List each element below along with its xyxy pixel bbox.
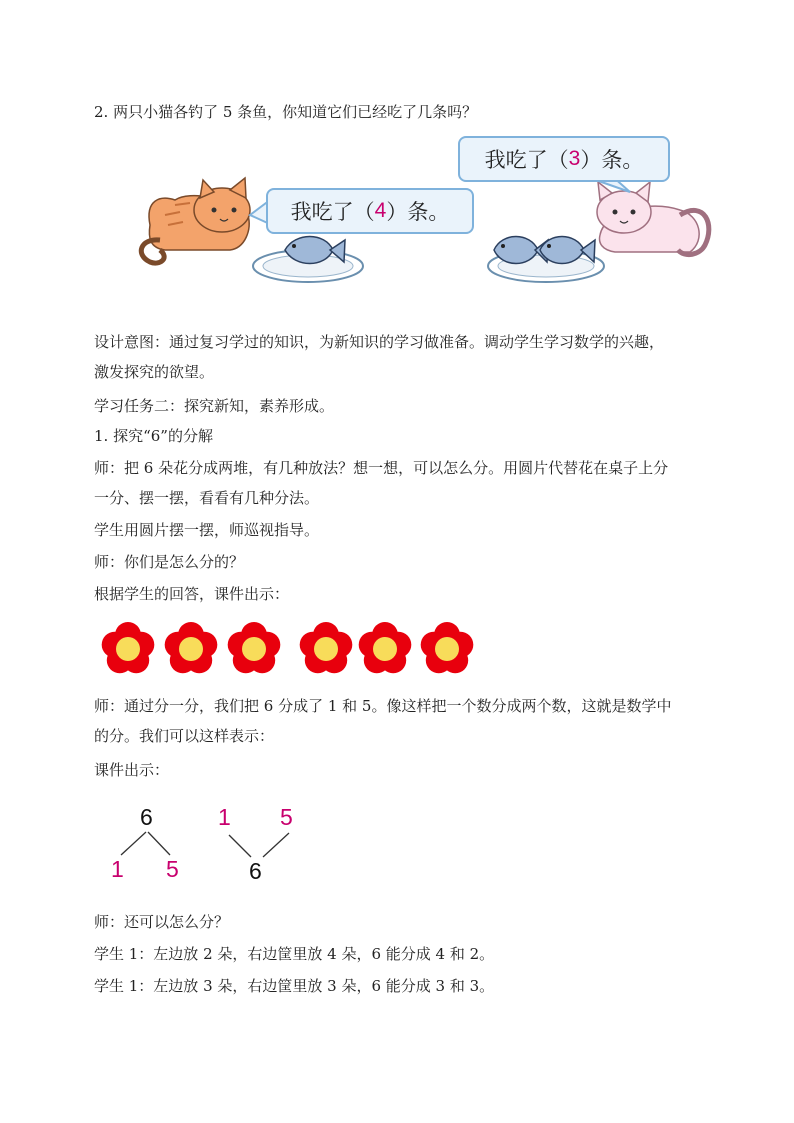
flower-icon [357,622,413,676]
learning-task-2: 学习任务二：探究新知，素养形成。 [94,397,335,415]
explore-title: 1. 探究“6”的分解 [94,427,213,445]
teacher-question: 师：你们是怎么分的？ [94,553,245,571]
speech-bubble-left [266,188,474,234]
speech-bubble-right [458,136,670,182]
bubble-right-pre: 我吃了（ [484,148,569,172]
courseware-show-1: 根据学生的回答，课件出示： [94,585,290,603]
flower-icon [226,622,282,676]
diagram-1-lines [110,815,210,885]
teacher-line-1a: 师：把 6 朵花分成两堆，有几种放法？想一想，可以怎么分。用圆片代替花在桌子上分 [94,459,669,477]
design-intent-line-2: 激发探究的欲望。 [94,363,215,381]
bubble-right-post: ）条。 [580,148,644,172]
pink-cat-icon [597,182,709,255]
flower-icon [163,622,219,676]
student-2-answer: 学生 1：左边放 3 朵，右边筐里放 3 朵，6 能分成 3 和 3。 [94,977,495,995]
flower-icon [298,622,354,676]
teacher-line-2a: 师：通过分一分，我们把 6 分成了 1 和 5。像这样把一个数分成两个数，这就是数学中 [94,697,672,715]
flower-icon [419,622,475,676]
diagram-1-right: 5 [166,856,179,882]
courseware-show-2: 课件出示： [94,761,170,779]
student-activity: 学生用圆片摆一摆，师巡视指导。 [94,521,320,539]
diagram-1-whole: 6 [140,804,153,830]
bubble-left-post: ）条。 [386,200,450,224]
bubble-left-pre: 我吃了（ [290,200,375,224]
bubble-right-answer: 3 [568,147,581,170]
flower-icon [100,622,156,676]
question-2-title: 2. 两只小猫各钓了 5 条鱼，你知道它们已经吃了几条吗？ [94,103,478,121]
teacher-line-2b: 的分。我们可以这样表示： [94,727,275,745]
diagram-2-left: 1 [218,804,231,830]
diagram-2-whole: 6 [249,858,262,884]
student-1-answer: 学生 1：左边放 2 朵，右边筐里放 4 朵，6 能分成 4 和 2。 [94,945,495,963]
diagram-1-left: 1 [111,856,124,882]
diagram-2-right: 5 [280,804,293,830]
illustration-svg [0,0,794,310]
teacher-line-3: 师：还可以怎么分？ [94,913,230,931]
design-intent-line-1: 设计意图：通过复习学过的知识，为新知识的学习做准备。调动学生学习数学的兴趣， [94,333,665,351]
orange-cat-icon [141,178,250,263]
teacher-line-1b: 一分、摆一摆，看看有几种分法。 [94,489,320,507]
bubble-left-answer: 4 [374,199,387,222]
